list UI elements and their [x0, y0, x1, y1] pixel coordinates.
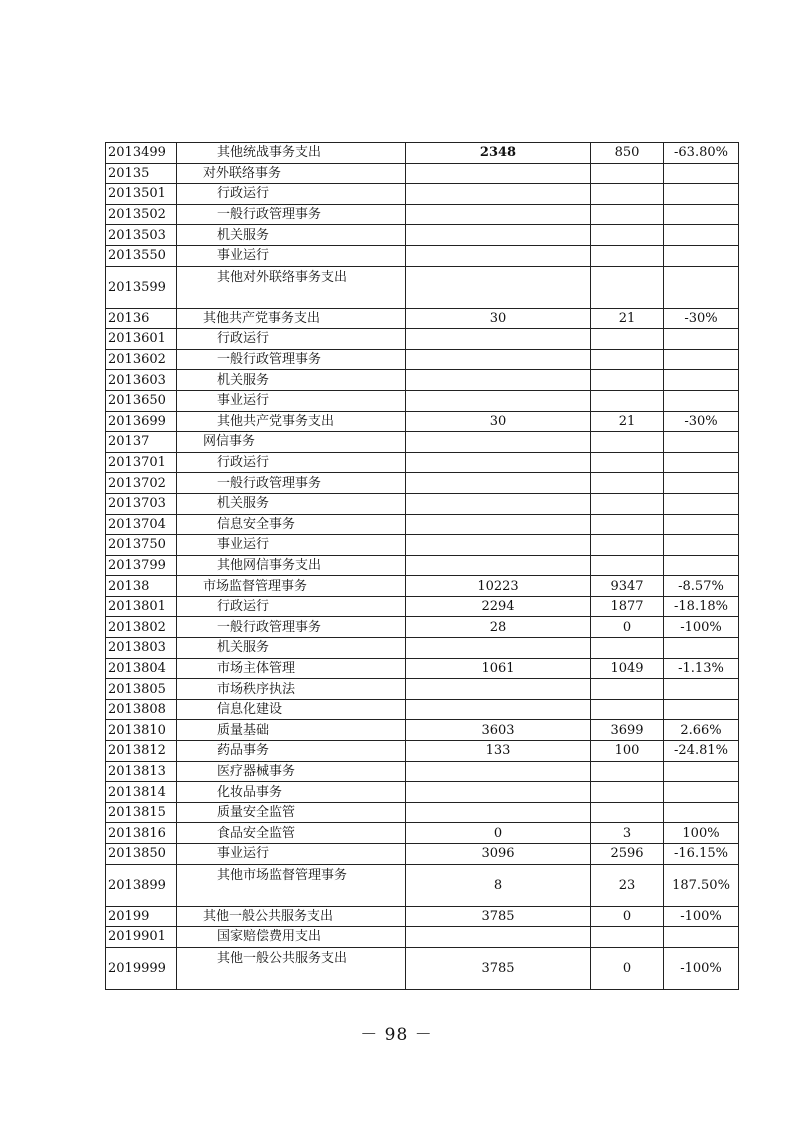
row-value-1	[406, 555, 591, 576]
row-change-percent	[664, 184, 739, 205]
row-name: 其他共产党事务支出	[177, 308, 406, 329]
row-value-2	[591, 245, 664, 266]
row-code: 2013808	[106, 699, 177, 720]
row-change-percent	[664, 555, 739, 576]
row-value-1	[406, 473, 591, 494]
row-name: 一般行政管理事务	[177, 473, 406, 494]
row-code: 2013650	[106, 390, 177, 411]
row-change-percent	[664, 329, 739, 350]
table-row	[106, 143, 739, 164]
row-value-2: 21	[591, 308, 664, 329]
row-code: 2013803	[106, 638, 177, 659]
row-name: 事业运行	[177, 245, 406, 266]
row-value-1	[406, 761, 591, 782]
row-code: 20136	[106, 308, 177, 329]
row-change-percent	[664, 225, 739, 246]
row-name: 化妆品事务	[177, 782, 406, 803]
row-value-1	[406, 802, 591, 823]
row-value-2: 850	[591, 143, 664, 164]
row-value-1: 30	[406, 308, 591, 329]
row-value-2: 3699	[591, 720, 664, 741]
table-row	[106, 204, 739, 225]
row-value-2: 21	[591, 411, 664, 432]
row-change-percent: -8.57%	[664, 576, 739, 597]
row-code: 20135	[106, 163, 177, 184]
row-value-2: 0	[591, 617, 664, 638]
row-value-1	[406, 370, 591, 391]
row-value-2: 9347	[591, 576, 664, 597]
row-value-1	[406, 163, 591, 184]
row-name: 一般行政管理事务	[177, 349, 406, 370]
row-value-2	[591, 329, 664, 350]
row-name: 事业运行	[177, 535, 406, 556]
row-value-2	[591, 782, 664, 803]
row-change-percent	[664, 204, 739, 225]
row-name: 其他对外联络事务支出	[177, 266, 406, 308]
row-value-2	[591, 225, 664, 246]
row-value-2	[591, 184, 664, 205]
row-code: 2013701	[106, 452, 177, 473]
row-value-1: 133	[406, 741, 591, 762]
row-name: 机关服务	[177, 225, 406, 246]
row-name: 行政运行	[177, 452, 406, 473]
row-name: 行政运行	[177, 184, 406, 205]
row-name: 行政运行	[177, 329, 406, 350]
row-value-1	[406, 679, 591, 700]
row-name: 机关服务	[177, 638, 406, 659]
row-value-1	[406, 927, 591, 948]
row-value-1: 2294	[406, 596, 591, 617]
row-value-1	[406, 245, 591, 266]
row-value-1	[406, 329, 591, 350]
row-code: 2013815	[106, 802, 177, 823]
row-name: 机关服务	[177, 370, 406, 391]
table-row	[106, 720, 739, 741]
row-name: 质量安全监管	[177, 802, 406, 823]
row-code: 20199	[106, 906, 177, 927]
row-change-percent: -24.81%	[664, 741, 739, 762]
row-code: 2013804	[106, 658, 177, 679]
row-name: 国家赔偿费用支出	[177, 927, 406, 948]
table-row	[106, 927, 739, 948]
row-change-percent	[664, 473, 739, 494]
row-name: 信息安全事务	[177, 514, 406, 535]
row-code: 2019999	[106, 947, 177, 989]
table-row	[106, 699, 739, 720]
table-row	[106, 802, 739, 823]
row-change-percent: -100%	[664, 947, 739, 989]
table-row	[106, 514, 739, 535]
table-row	[106, 864, 739, 906]
row-value-2	[591, 473, 664, 494]
row-value-2	[591, 349, 664, 370]
row-code: 2013599	[106, 266, 177, 308]
row-value-2	[591, 802, 664, 823]
page-number: － 98 －	[360, 1025, 433, 1045]
row-value-1	[406, 514, 591, 535]
row-code: 2013502	[106, 204, 177, 225]
row-name: 其他网信事务支出	[177, 555, 406, 576]
table-row	[106, 452, 739, 473]
table-row	[106, 390, 739, 411]
row-change-percent	[664, 452, 739, 473]
row-name: 行政运行	[177, 596, 406, 617]
row-value-2: 1049	[591, 658, 664, 679]
row-value-2	[591, 761, 664, 782]
row-code: 2013501	[106, 184, 177, 205]
row-name: 其他统战事务支出	[177, 143, 406, 164]
table-row	[106, 370, 739, 391]
table-row	[106, 844, 739, 865]
row-change-percent	[664, 679, 739, 700]
row-code: 2013802	[106, 617, 177, 638]
table-row	[106, 679, 739, 700]
row-change-percent: -100%	[664, 617, 739, 638]
row-code: 2013603	[106, 370, 177, 391]
row-change-percent	[664, 349, 739, 370]
row-value-2	[591, 699, 664, 720]
row-value-1: 1061	[406, 658, 591, 679]
row-name: 其他市场监督管理事务	[177, 864, 406, 906]
row-change-percent	[664, 245, 739, 266]
row-value-2: 0	[591, 906, 664, 927]
row-change-percent: -30%	[664, 411, 739, 432]
row-change-percent	[664, 163, 739, 184]
table-row	[106, 432, 739, 453]
row-value-2: 3	[591, 823, 664, 844]
row-change-percent: -100%	[664, 906, 739, 927]
row-value-1	[406, 204, 591, 225]
budget-table-body	[106, 143, 739, 990]
row-code: 2019901	[106, 927, 177, 948]
row-name: 网信事务	[177, 432, 406, 453]
row-change-percent: -18.18%	[664, 596, 739, 617]
row-change-percent	[664, 638, 739, 659]
table-row	[106, 308, 739, 329]
row-value-2	[591, 452, 664, 473]
table-row	[106, 163, 739, 184]
row-code: 2013799	[106, 555, 177, 576]
row-value-2	[591, 514, 664, 535]
row-value-2: 0	[591, 947, 664, 989]
table-row	[106, 658, 739, 679]
row-change-percent	[664, 535, 739, 556]
row-code: 2013750	[106, 535, 177, 556]
row-value-1: 2348	[406, 143, 591, 164]
row-name: 事业运行	[177, 390, 406, 411]
row-code: 2013801	[106, 596, 177, 617]
row-code: 2013703	[106, 493, 177, 514]
row-value-2	[591, 493, 664, 514]
row-change-percent: -63.80%	[664, 143, 739, 164]
row-name: 一般行政管理事务	[177, 204, 406, 225]
row-value-2	[591, 555, 664, 576]
row-change-percent	[664, 782, 739, 803]
row-value-2: 2596	[591, 844, 664, 865]
row-change-percent	[664, 370, 739, 391]
row-value-2	[591, 927, 664, 948]
row-value-1	[406, 432, 591, 453]
row-value-2	[591, 535, 664, 556]
row-change-percent: 187.50%	[664, 864, 739, 906]
row-name: 对外联络事务	[177, 163, 406, 184]
row-code: 20137	[106, 432, 177, 453]
row-value-2	[591, 390, 664, 411]
row-name: 其他一般公共服务支出	[177, 906, 406, 927]
table-row	[106, 555, 739, 576]
row-value-2	[591, 638, 664, 659]
table-row	[106, 329, 739, 350]
row-name: 其他一般公共服务支出	[177, 947, 406, 989]
table-row	[106, 782, 739, 803]
table-row	[106, 184, 739, 205]
row-code: 2013550	[106, 245, 177, 266]
row-code: 2013813	[106, 761, 177, 782]
row-value-2: 1877	[591, 596, 664, 617]
row-change-percent	[664, 432, 739, 453]
row-value-1: 30	[406, 411, 591, 432]
row-value-1	[406, 535, 591, 556]
row-value-1	[406, 390, 591, 411]
row-change-percent	[664, 390, 739, 411]
row-name: 信息化建设	[177, 699, 406, 720]
row-name: 事业运行	[177, 844, 406, 865]
row-value-1	[406, 452, 591, 473]
row-value-1: 10223	[406, 576, 591, 597]
row-name: 市场主体管理	[177, 658, 406, 679]
row-name: 市场监督管理事务	[177, 576, 406, 597]
row-name: 其他共产党事务支出	[177, 411, 406, 432]
row-value-1: 3603	[406, 720, 591, 741]
table-row	[106, 266, 739, 308]
row-value-2	[591, 163, 664, 184]
table-row	[106, 596, 739, 617]
table-row	[106, 947, 739, 989]
table-row	[106, 761, 739, 782]
row-value-2	[591, 432, 664, 453]
row-value-2: 100	[591, 741, 664, 762]
row-value-1	[406, 638, 591, 659]
row-name: 市场秩序执法	[177, 679, 406, 700]
row-name: 医疗器械事务	[177, 761, 406, 782]
row-code: 2013850	[106, 844, 177, 865]
row-code: 2013601	[106, 329, 177, 350]
row-code: 2013814	[106, 782, 177, 803]
budget-table	[105, 142, 739, 990]
row-name: 药品事务	[177, 741, 406, 762]
row-value-1: 0	[406, 823, 591, 844]
table-row	[106, 823, 739, 844]
row-code: 20138	[106, 576, 177, 597]
row-value-1	[406, 184, 591, 205]
row-value-1	[406, 493, 591, 514]
row-value-1: 8	[406, 864, 591, 906]
table-row	[106, 638, 739, 659]
row-change-percent	[664, 802, 739, 823]
row-change-percent: 2.66%	[664, 720, 739, 741]
row-change-percent: -30%	[664, 308, 739, 329]
row-name: 食品安全监管	[177, 823, 406, 844]
table-row	[106, 906, 739, 927]
row-value-2	[591, 204, 664, 225]
row-value-1: 3785	[406, 947, 591, 989]
row-change-percent	[664, 761, 739, 782]
row-code: 2013899	[106, 864, 177, 906]
row-value-1: 3785	[406, 906, 591, 927]
table-row	[106, 411, 739, 432]
row-change-percent	[664, 699, 739, 720]
table-row	[106, 741, 739, 762]
row-value-2	[591, 370, 664, 391]
row-code: 2013499	[106, 143, 177, 164]
row-change-percent: -1.13%	[664, 658, 739, 679]
row-value-2	[591, 266, 664, 308]
row-change-percent	[664, 514, 739, 535]
row-value-1	[406, 266, 591, 308]
row-name: 质量基础	[177, 720, 406, 741]
row-value-1	[406, 699, 591, 720]
row-code: 2013704	[106, 514, 177, 535]
row-code: 2013816	[106, 823, 177, 844]
row-code: 2013602	[106, 349, 177, 370]
row-value-1: 28	[406, 617, 591, 638]
row-name: 机关服务	[177, 493, 406, 514]
row-value-2	[591, 679, 664, 700]
table-row	[106, 535, 739, 556]
row-code: 2013805	[106, 679, 177, 700]
row-code: 2013699	[106, 411, 177, 432]
row-change-percent: -16.15%	[664, 844, 739, 865]
row-value-2: 23	[591, 864, 664, 906]
row-code: 2013503	[106, 225, 177, 246]
table-row	[106, 349, 739, 370]
row-value-1	[406, 225, 591, 246]
row-value-1	[406, 782, 591, 803]
table-row	[106, 473, 739, 494]
row-change-percent	[664, 927, 739, 948]
row-value-1	[406, 349, 591, 370]
table-row	[106, 493, 739, 514]
row-code: 2013812	[106, 741, 177, 762]
row-change-percent: 100%	[664, 823, 739, 844]
table-row	[106, 245, 739, 266]
table-row	[106, 617, 739, 638]
row-code: 2013702	[106, 473, 177, 494]
row-value-1: 3096	[406, 844, 591, 865]
row-name: 一般行政管理事务	[177, 617, 406, 638]
row-code: 2013810	[106, 720, 177, 741]
table-row	[106, 225, 739, 246]
row-change-percent	[664, 493, 739, 514]
table-row	[106, 576, 739, 597]
row-change-percent	[664, 266, 739, 308]
